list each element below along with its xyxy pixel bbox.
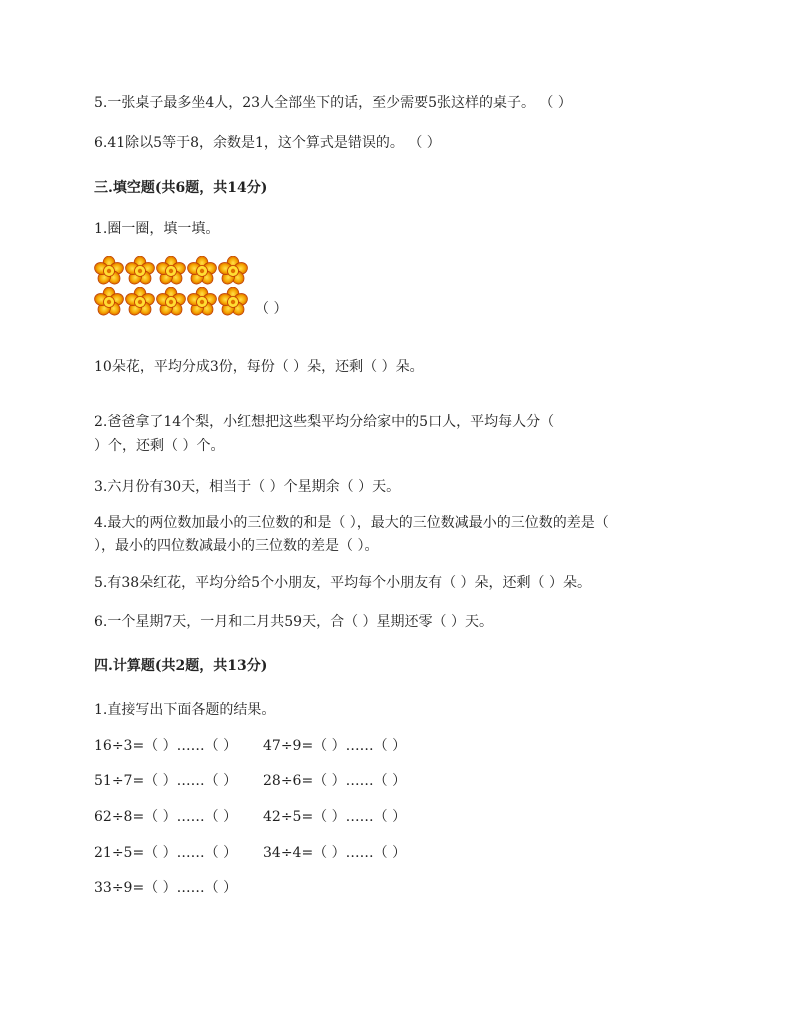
s3-q2-line2: ）个，还剩（ ）个。 bbox=[94, 438, 225, 454]
s4-q1-title: 1.直接写出下面各题的结果。 bbox=[94, 702, 276, 718]
flower-icon bbox=[218, 256, 248, 286]
s3-q2-line1: 2.爸爸拿了14个梨，小红想把这些梨平均分给家中的5口人，平均每人分（ bbox=[94, 414, 555, 430]
s3-q5: 5.有38朵红花，平均分给5个小朋友，平均每个小朋友有（ ）朵，还剩（ ）朵。 bbox=[94, 575, 591, 591]
calc-item: 21÷5=（ ）……（ ） bbox=[94, 845, 238, 861]
flower-icon bbox=[187, 256, 217, 286]
calc-item: 34÷4=（ ）……（ ） bbox=[263, 845, 407, 861]
calc-item: 33÷9=（ ）……（ ） bbox=[94, 880, 238, 896]
flower-icon bbox=[156, 287, 186, 317]
flower-icon bbox=[125, 256, 155, 286]
s3-q4-line1: 4.最大的两位数加最小的三位数的和是（ ），最大的三位数减最小的三位数的差是（ bbox=[94, 515, 609, 531]
s3-q3: 3.六月份有30天，相当于（ ）个星期余（ ）天。 bbox=[94, 479, 401, 495]
flower-answer-blank: （ ） bbox=[255, 301, 288, 317]
s3-q6: 6.一个星期7天，一月和二月共59天，合（ ）星期还零（ ）天。 bbox=[94, 614, 493, 630]
s3-q1-title: 1.圈一圈，填一填。 bbox=[94, 221, 220, 237]
flower-icon bbox=[187, 287, 217, 317]
s3-q1-text: 10朵花，平均分成3份，每份（ ）朵，还剩（ ）朵。 bbox=[94, 359, 424, 375]
s3-q4-line2: ），最小的四位数减最小的三位数的差是（ ）。 bbox=[94, 538, 379, 554]
flower-icon bbox=[125, 287, 155, 317]
flower-group bbox=[94, 256, 254, 318]
flower-icon bbox=[94, 287, 124, 317]
calc-item: 47÷9=（ ）……（ ） bbox=[263, 738, 407, 754]
calc-item: 16÷3=（ ）……（ ） bbox=[94, 738, 238, 754]
calc-item: 62÷8=（ ）……（ ） bbox=[94, 809, 238, 825]
calc-item: 42÷5=（ ）……（ ） bbox=[263, 809, 407, 825]
calc-item: 51÷7=（ ）……（ ） bbox=[94, 773, 238, 789]
section4-title: 四.计算题(共2题，共13分) bbox=[94, 658, 268, 674]
judgment-q6: 6.41除以5等于8，余数是1，这个算式是错误的。 （ ） bbox=[94, 135, 441, 151]
judgment-q5: 5.一张桌子最多坐4人，23人全部坐下的话，至少需要5张这样的桌子。 （ ） bbox=[94, 95, 572, 111]
section3-title: 三.填空题(共6题，共14分) bbox=[94, 180, 268, 196]
flower-icon bbox=[94, 256, 124, 286]
flower-icon bbox=[218, 287, 248, 317]
flower-icon bbox=[156, 256, 186, 286]
calc-item: 28÷6=（ ）……（ ） bbox=[263, 773, 407, 789]
